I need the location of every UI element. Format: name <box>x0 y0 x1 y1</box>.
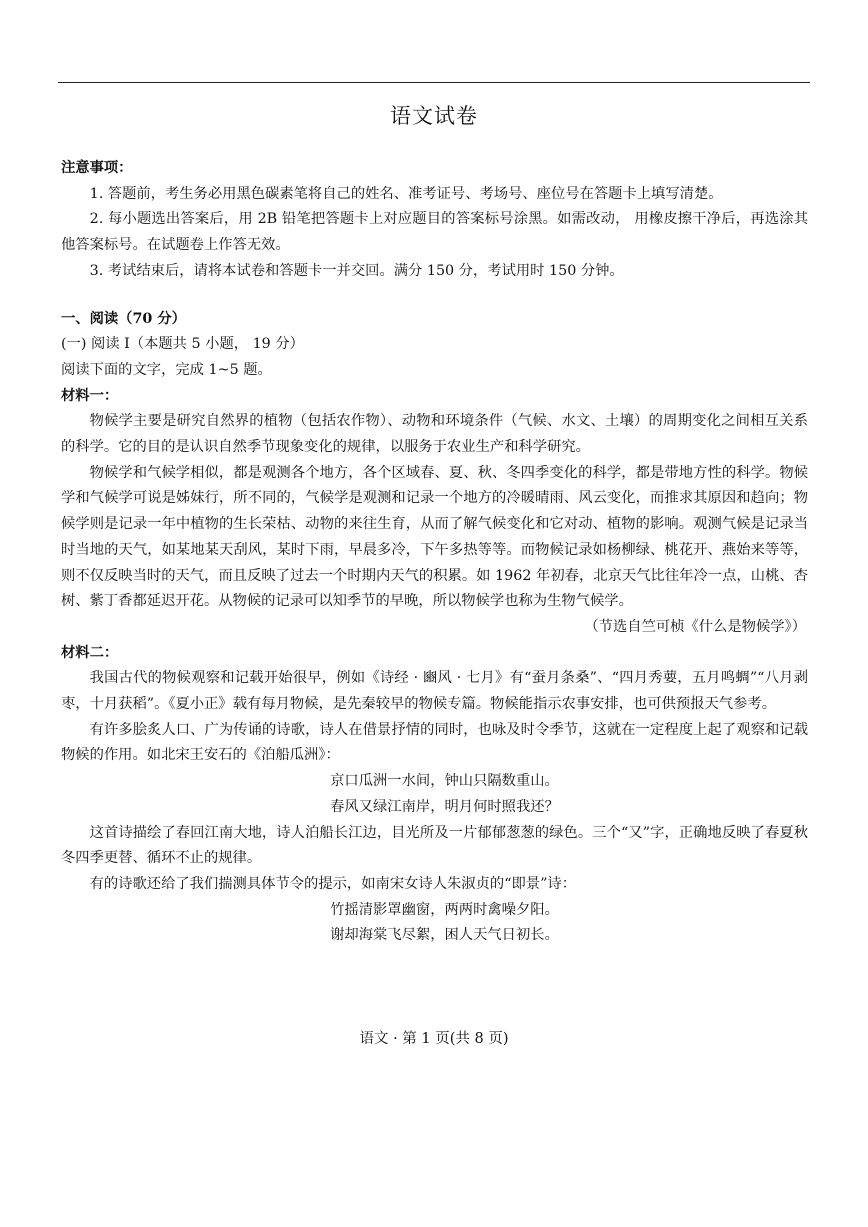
material1-label: 材料一： <box>61 387 119 404</box>
material2-label: 材料二： <box>61 644 119 661</box>
page-content <box>61 156 808 949</box>
notice-item: 3. 考试结束后，请将本试卷和答题卡一并交回。满分 150 分，考试用时 150 分钟。 <box>89 262 624 279</box>
top-rule <box>58 82 810 83</box>
material1-paragraph: 物候学和气候学相似，都是观测各个地方，各个区域春、夏、秋、冬四季变化的科学，都是带地方性的科学。物候学和气候学可说是姊妹行，所不同的，气候学是观测和记录一个地方的冷暖晴雨、风云变化，而推求其原因和趋向；物候学则是记录一年中植物的生长荣枯、动物的来往生育，从而了解气候变化和它对动、植物的影响。观测气候是记录当时当地的天气，如某地某天刮风，某时下雨，早晨多冷，下午多热等等。而物候记录如杨柳绿、桃花开、燕始来等等，则不仅反映当时的天气，而且反映了过去一个时期内天气的积累。如 1962 年初春，北京天气比往年冷一点，山桃、杏树、紫丁香都延迟开花。从物候的记录可以知季节的早晚，所以物候学也称为生物气候学。 <box>61 464 808 610</box>
sub-heading: (一) 阅读 Ⅰ（本题共 5 小题， 19 分） <box>61 336 304 353</box>
poem-line: 谢却海棠飞尽絮，困人天气日初长。 <box>330 927 559 944</box>
material2-paragraph: 我国古代的物候观察和记载开始很早，例如《诗经 · 豳风 · 七月》有“蚕月条桑”、“四月秀葽，五月鸣蜩”“八月剥枣，十月获稻”。《夏小正》载有每月物候，是先秦较早的物候专篇。物候能指示农事安排，也可供预报天气参考。 <box>61 670 808 713</box>
notice-item: 2. 每小题选出答案后，用 2B 铅笔把答题卡上对应题目的答案标号涂黑。如需改动， 用橡皮擦干净后，再选涂其他答案标号。在试题卷上作答无效。 <box>61 211 808 254</box>
instruction: 阅读下面的文字，完成 1~5 题。 <box>61 361 272 378</box>
page-footer: 语文 · 第 1 页(共 8 页) <box>359 1031 509 1047</box>
material2-paragraph: 这首诗描绘了春回江南大地，诗人泊船长江边，目光所及一片郁郁葱葱的绿色。三个“又”字，正确地反映了春夏秋冬四季更替、循环不止的规律。 <box>61 824 808 867</box>
poem-line: 春风又绿江南岸，明月何时照我还？ <box>330 798 559 815</box>
page-title: 语文试卷 <box>390 104 478 128</box>
poem-line: 京口瓜洲一水间，钟山只隔数重山。 <box>330 773 559 790</box>
material1-paragraph: 物候学主要是研究自然界的植物（包括农作物）、动物和环境条件（气候、水文、土壤）的周期变化之间相互关系的科学。它的目的是认识自然季节现象变化的规律，以服务于农业生产和科学研究。 <box>61 413 808 456</box>
material2-paragraph: 有的诗歌还给了我们揣测具体节令的提示，如南宋女诗人朱淑贞的“即景”诗： <box>89 875 577 892</box>
material1-source: （节选自竺可桢《什么是物候学》） <box>584 618 806 635</box>
spacer <box>61 285 808 307</box>
material2-paragraph: 有许多脍炙人口、广为传诵的诗歌，诗人在借景抒情的同时，也咏及时令季节，这就在一定程度上起了观察和记载物候的作用。如北宋王安石的《泊船瓜洲》： <box>61 721 808 764</box>
notice-heading: 注意事项： <box>61 160 133 176</box>
notice-item: 1. 答题前，考生务必用黑色碳素笔将自己的姓名、准考证号、考场号、座位号在答题卡上填写清楚。 <box>89 185 723 202</box>
section-heading: 一、阅读（70 分） <box>61 310 186 327</box>
poem-line: 竹摇清影罩幽窗，两两时禽噪夕阳。 <box>330 901 559 918</box>
